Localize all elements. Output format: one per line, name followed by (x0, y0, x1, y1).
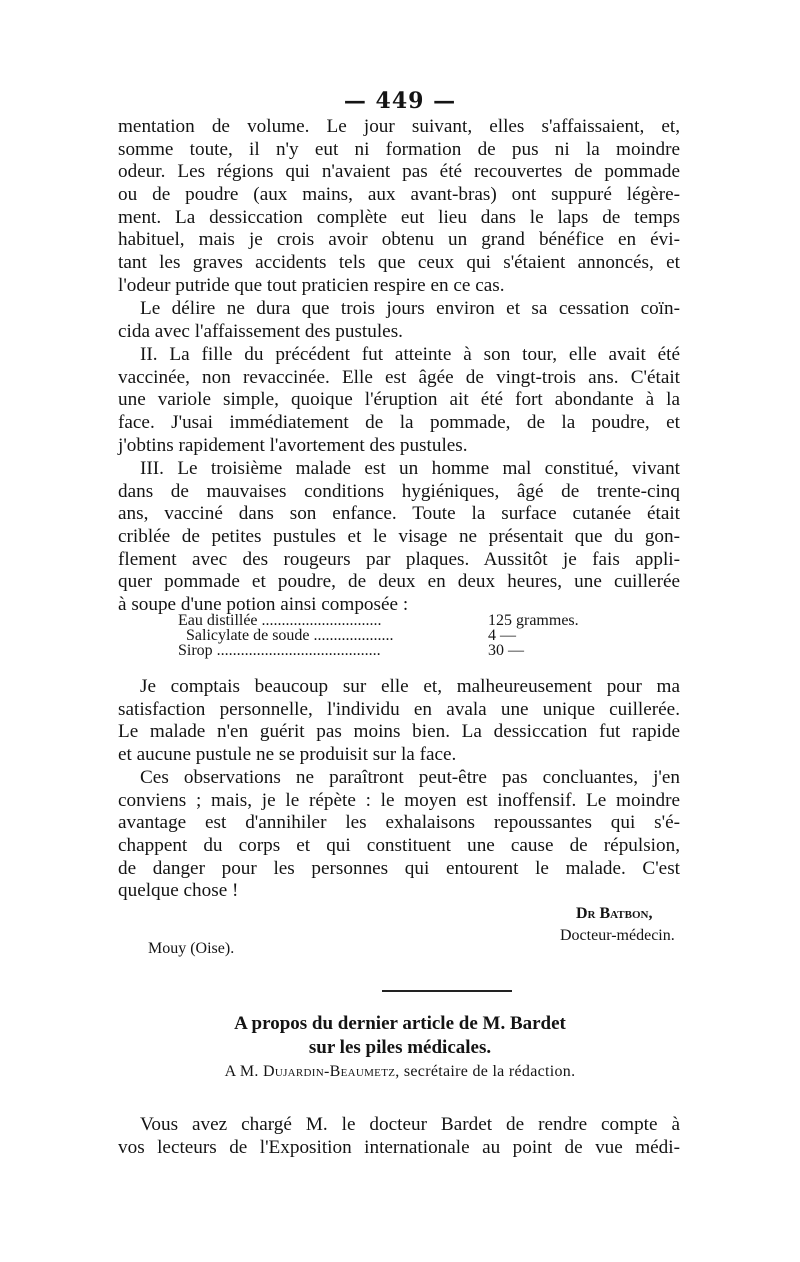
text-line: Ces observations ne paraîtront peut-être pas concluantes, j'en (140, 767, 680, 788)
text-line: j'obtins rapidement l'avortement des pustules. (118, 434, 468, 456)
text-line: III. Le troisième malade est un homme mal constitué, vivant (140, 458, 680, 479)
text-line: vaccinée, non revaccinée. Elle est âgée de vingt-trois ans. C'était (118, 366, 680, 388)
addressee-role: secrétaire de la rédaction. (403, 1063, 576, 1080)
text-line: dans de mauvaises conditions hygiéniques, âgé de trente-cinq (118, 480, 680, 502)
article-title-line-1: A propos du dernier article de M. Bardet (234, 1013, 566, 1034)
text-line: Vous avez chargé M. le docteur Bardet de rendre compte à (140, 1114, 680, 1135)
paragraph-2 (118, 298, 680, 343)
ingredient: Salicylate de soude .................... (186, 627, 394, 644)
text-line: de danger pour les personnes qui entourent le malade. C'est (118, 857, 680, 879)
text-line: l'odeur putride que tout praticien respire en ce cas. (118, 274, 505, 296)
text-line: conviens ; mais, je le répète : le moyen est inoffensif. Le moindre (118, 789, 680, 811)
addressee-name: Dujardin-Beaumetz, (262, 1063, 400, 1080)
text-line: à soupe d'une potion ainsi composée : (118, 594, 409, 616)
paragraph-3 (118, 344, 680, 457)
paragraph-5 (118, 676, 680, 767)
text-line: quelque chose ! (118, 880, 239, 902)
text-line: somme toute, il n'y eut ni formation de pus ni la moindre (118, 138, 680, 160)
text-line: chappent du corps et qui constituent une cause de répulsion, (118, 835, 680, 857)
text-line: flement avec des rougeurs par plaques. Aussitôt je fais appli- (118, 548, 680, 570)
text-line: II. La fille du précédent fut atteinte à son tour, elle avait été (140, 344, 680, 365)
prescription-row (178, 643, 598, 658)
prescription-row (178, 613, 598, 628)
text-line: cida avec l'affaissement des pustules. (118, 320, 403, 342)
text-line: quer pommade et poudre, de deux en deux heures, une cuillerée (118, 571, 680, 593)
text-line: vos lecteurs de l'Exposition internationale au point de vue médi- (118, 1136, 680, 1158)
quantity: 125 grammes. (488, 612, 579, 629)
text-line: mentation de volume. Le jour suivant, elles s'affaissaient, et, (118, 116, 680, 137)
quantity: 30 — (488, 642, 524, 659)
text-line: odeur. Les régions qui n'avaient pas été recouvertes de pommade (118, 161, 680, 183)
text-line: ans, vacciné dans son enfance. Toute la surface cutanée était (118, 503, 680, 525)
signature-place: Mouy (Oise). (148, 940, 235, 957)
text-line: criblée de petites pustules et le visage ne présentait que du gon- (118, 526, 680, 548)
prescription (178, 613, 598, 658)
text-line: face. J'usai immédiatement de la pommade, de la poudre, et (118, 412, 680, 434)
ingredient: Sirop ......................................... (178, 642, 381, 659)
signature-name: Dr Batbon, (576, 905, 653, 922)
article-title-line-2: sur les piles médicales. (308, 1037, 492, 1058)
paragraph-1 (118, 116, 680, 298)
addressee-line (0, 1063, 800, 1081)
text-line: satisfaction personnelle, l'individu en avala une unique cuillerée. (118, 698, 680, 720)
paragraph-6 (118, 767, 680, 903)
text-line: Le malade n'en guérit pas moins bien. La dessiccation fut rapide (118, 721, 680, 743)
text-line: Je comptais beaucoup sur elle et, malheureusement pour ma (140, 676, 680, 697)
text-line: ou de poudre (aux mains, aux avant-bras) ont suppuré légère- (118, 184, 680, 206)
section-divider (382, 990, 512, 992)
text-line: tant les graves accidents tels que ceux qui s'étaient annoncés, et (118, 252, 680, 274)
page-number: — 449 — (343, 88, 457, 114)
text-line: Le délire ne dura que trois jours environ et sa cessation coïn- (140, 298, 680, 319)
text-line: et aucune pustule ne se produisit sur la face. (118, 744, 457, 766)
paragraph-4 (118, 458, 680, 617)
quantity: 4 — (488, 627, 516, 644)
article-title (0, 1012, 800, 1060)
prescription-row (178, 628, 598, 643)
ingredient: Eau distillée .............................. (178, 612, 382, 629)
text-line: ment. La dessiccation complète eut lieu dans le laps de temps (118, 206, 680, 228)
text-line: habituel, mais je crois avoir obtenu un grand bénéfice en évi- (118, 229, 680, 251)
signature-title: Docteur-médecin. (560, 927, 675, 944)
article-paragraph (118, 1114, 680, 1159)
addressee-prefix: A M. (224, 1063, 259, 1080)
text-line: une variole simple, quoique l'éruption ait été fort abondante à la (118, 389, 680, 411)
text-line: avantage est d'annihiler les exhalaisons repoussantes qui s'é- (118, 812, 680, 834)
